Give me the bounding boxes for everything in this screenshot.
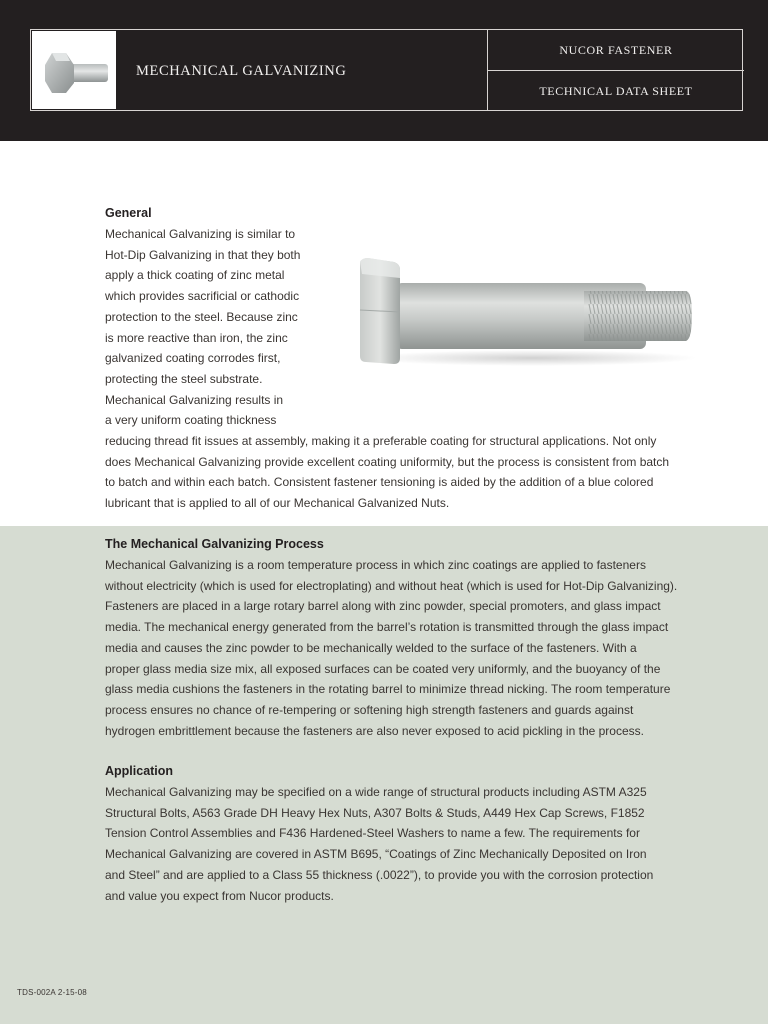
application-line: and value you expect from Nucor products. [105, 888, 334, 903]
process-line: glass media cushions the fasteners in the rotating barrel to minimize thread nicking. The room temperature [105, 682, 671, 697]
process-line: media. The mechanical energy generated from the barrel’s rotation is transmitted through the glass impact [105, 620, 669, 635]
process-line: Mechanical Galvanizing is a room temperature process in which zinc coatings are applied to fasteners [105, 558, 646, 572]
general-line: is more reactive than iron, the zinc [105, 330, 288, 345]
process-section [105, 534, 695, 741]
application-line: Mechanical Galvanizing are covered in ASTM B695, “Coatings of Zinc Mechanically Deposited on Iron [105, 847, 647, 862]
header-frame [30, 29, 743, 111]
document-code: TDS-002A 2-15-08 [17, 988, 87, 997]
general-line: Mechanical Galvanizing is similar to [105, 227, 296, 241]
general-line: to batch and within each batch. Consistent fastener tensioning is aided by the addition of a blue colored [105, 475, 654, 490]
process-heading: The Mechanical Galvanizing Process [105, 537, 324, 551]
process-line: media and causes the zinc powder to be mechanically welded to the surface of the fasteners. With a [105, 640, 637, 655]
general-line: protecting the steel substrate. [105, 371, 263, 386]
general-line: does Mechanical Galvanizing provide excellent coating uniformity, but the process is consistent from batch [105, 454, 670, 469]
process-line: without electricity (which is used for electroplating) and without heat (which is used for Hot-Dip Galvanizing). [105, 578, 678, 593]
general-line: which provides sacrificial or cathodic [105, 289, 300, 304]
process-line: hydrogen embrittlement because the fasteners are also never exposed to acid pickling in the process. [105, 723, 644, 738]
application-line: Mechanical Galvanizing may be specified on a wide range of structural products including ASTM A325 [105, 785, 647, 799]
general-heading: General [105, 206, 152, 220]
process-line: Fasteners are placed in a large rotary barrel along with zinc powder, special promoters, and glass impact [105, 599, 661, 614]
hex-bolt-thumbnail [32, 31, 116, 109]
general-line: lubricant that is applied to all of our Mechanical Galvanized Nuts. [105, 496, 450, 511]
application-line: Structural Bolts, A563 Grade DH Heavy Hex Nuts, A307 Bolts & Studs, A449 Hex Cap Screws, F1852 [105, 805, 645, 820]
header-right-cells [487, 30, 744, 110]
galvanized-bolt-photo [352, 254, 697, 372]
process-line: process ensures no chance of re-tempering or softening high strength fasteners and guards against [105, 702, 634, 717]
general-line: a very uniform coating thickness [105, 413, 277, 428]
general-line: Hot-Dip Galvanizing in that they both [105, 247, 301, 262]
general-line: apply a thick coating of zinc metal [105, 268, 285, 283]
company-name: NUCOR FASTENER [488, 30, 744, 71]
general-line: Mechanical Galvanizing results in [105, 392, 284, 407]
document-type: TECHNICAL DATA SHEET [539, 84, 693, 98]
application-line: and Steel” and are applied to a Class 55 thickness (.0022”), to provide you with the corrosion protection [105, 867, 654, 882]
application-heading: Application [105, 764, 174, 778]
general-line: galvanized coating corrodes first, [105, 351, 281, 366]
general-line: reducing thread fit issues at assembly, making it a preferable coating for structural applications. Not only [105, 434, 657, 449]
document-title: MECHANICAL GALVANIZING [136, 63, 347, 79]
header-bar [0, 0, 768, 141]
application-line: Tension Control Assemblies and F436 Hardened-Steel Washers to name a few. The requirements for [105, 826, 640, 841]
general-line: protection to the steel. Because zinc [105, 309, 298, 324]
application-section [105, 761, 695, 906]
process-line: proper glass media size mix, all exposed surfaces can be coated very uniformly, and the buoyancy of the [105, 661, 661, 676]
